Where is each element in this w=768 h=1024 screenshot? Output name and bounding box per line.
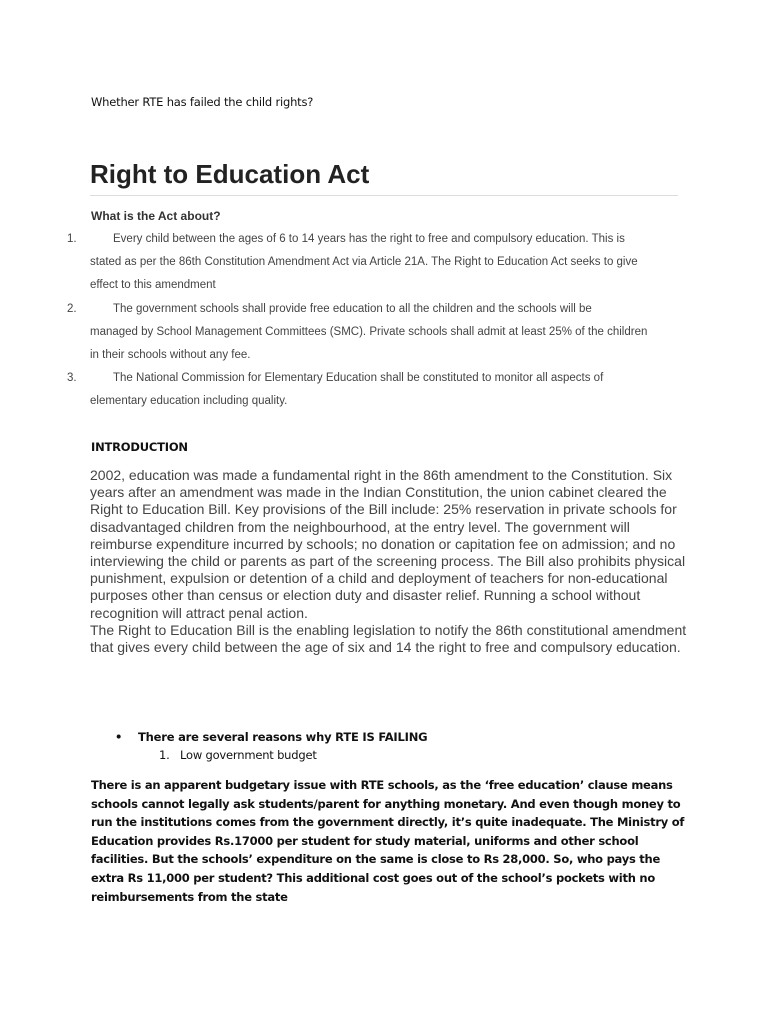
- list-item-line: elementary education including quality.: [90, 395, 288, 408]
- reason-text: Low government budget: [180, 748, 317, 762]
- list-item-number: 2.: [67, 302, 77, 315]
- list-item-line: stated as per the 86th Constitution Amendment Act via Article 21A. The Right to Education Act seeks to give: [90, 256, 638, 269]
- list-item-line: managed by School Management Committees (SMC). Private schools shall admit at least 25% of the children: [90, 325, 648, 338]
- list-item: [67, 298, 677, 368]
- budget-paragraph: There is an apparent budgetary issue with RTE schools, as the ‘free education’ clause means schools cannot legally ask students/parent for anything monetary. And even though money to run the institutions comes from the government directly, it’s quite inadequate. The Ministry of Education provides Rs.17000 per student for study material, uniforms and other school facilities. But the schools’ expenditure on the same is close to Rs 28,000. So, who pays the extra Rs 11,000 per student? This additional cost goes out of the school’s pockets with no reimbursements from the state: [91, 778, 685, 904]
- introduction-paragraph: 2002, education was made a fundamental right in the 86th amendment to the Constitution. Six years after an amendment was made in the Indian Constitution, the union cabinet cleared the Right to Education Bill. Key provisions of the Bill include: 25% reservation in private schools for disadvantaged children from the neighbourhood, at the entry level. The government will reimburse expenditure incurred by schools; no donation or capitation fee on admission; and no interviewing the child or parents as part of the screening process. The Bill also prohibits physical punishment, expulsion or detention of a child and deployment of teachers for non-educational purposes other than census or election duty and disaster relief. Running a school without recognition will attract penal action.: [90, 467, 686, 621]
- list-item-line: Every child between the ages of 6 to 14 years has the right to free and compulsory education. This is: [113, 233, 625, 245]
- bullet-icon: •: [115, 730, 123, 744]
- reasons-bullet-text: There are several reasons why RTE IS FAILING: [138, 730, 428, 744]
- list-item-number: 3.: [67, 372, 77, 385]
- list-item: [67, 228, 677, 298]
- list-item-number: 1.: [67, 233, 77, 245]
- title-divider: [90, 195, 678, 196]
- introduction-paragraph: The Right to Education Bill is the enabling legislation to notify the 86th constitutional amendment that gives every child between the age of six and 14 the right to free and compulsory education.: [90, 621, 687, 656]
- list-item-line: effect to this amendment: [90, 279, 216, 292]
- list-item: [115, 730, 427, 748]
- introduction-body: [90, 467, 690, 656]
- about-heading: What is the Act about?: [91, 209, 221, 223]
- list-item-line: in their schools without any fee.: [90, 349, 251, 362]
- list-item-number: 1.: [159, 748, 170, 762]
- list-item-line: The government schools shall provide free education to all the children and the schools will be: [113, 302, 592, 315]
- act-points-list: [67, 228, 677, 414]
- list-item: [67, 367, 677, 413]
- question-line: Whether RTE has failed the child rights?: [91, 95, 314, 109]
- list-item-line: The National Commission for Elementary Education shall be constituted to monitor all aspects of: [113, 372, 604, 385]
- introduction-heading: INTRODUCTION: [91, 440, 188, 454]
- page-title: Right to Education Act: [90, 159, 370, 189]
- list-item: [115, 748, 427, 766]
- reasons-list: [115, 730, 427, 766]
